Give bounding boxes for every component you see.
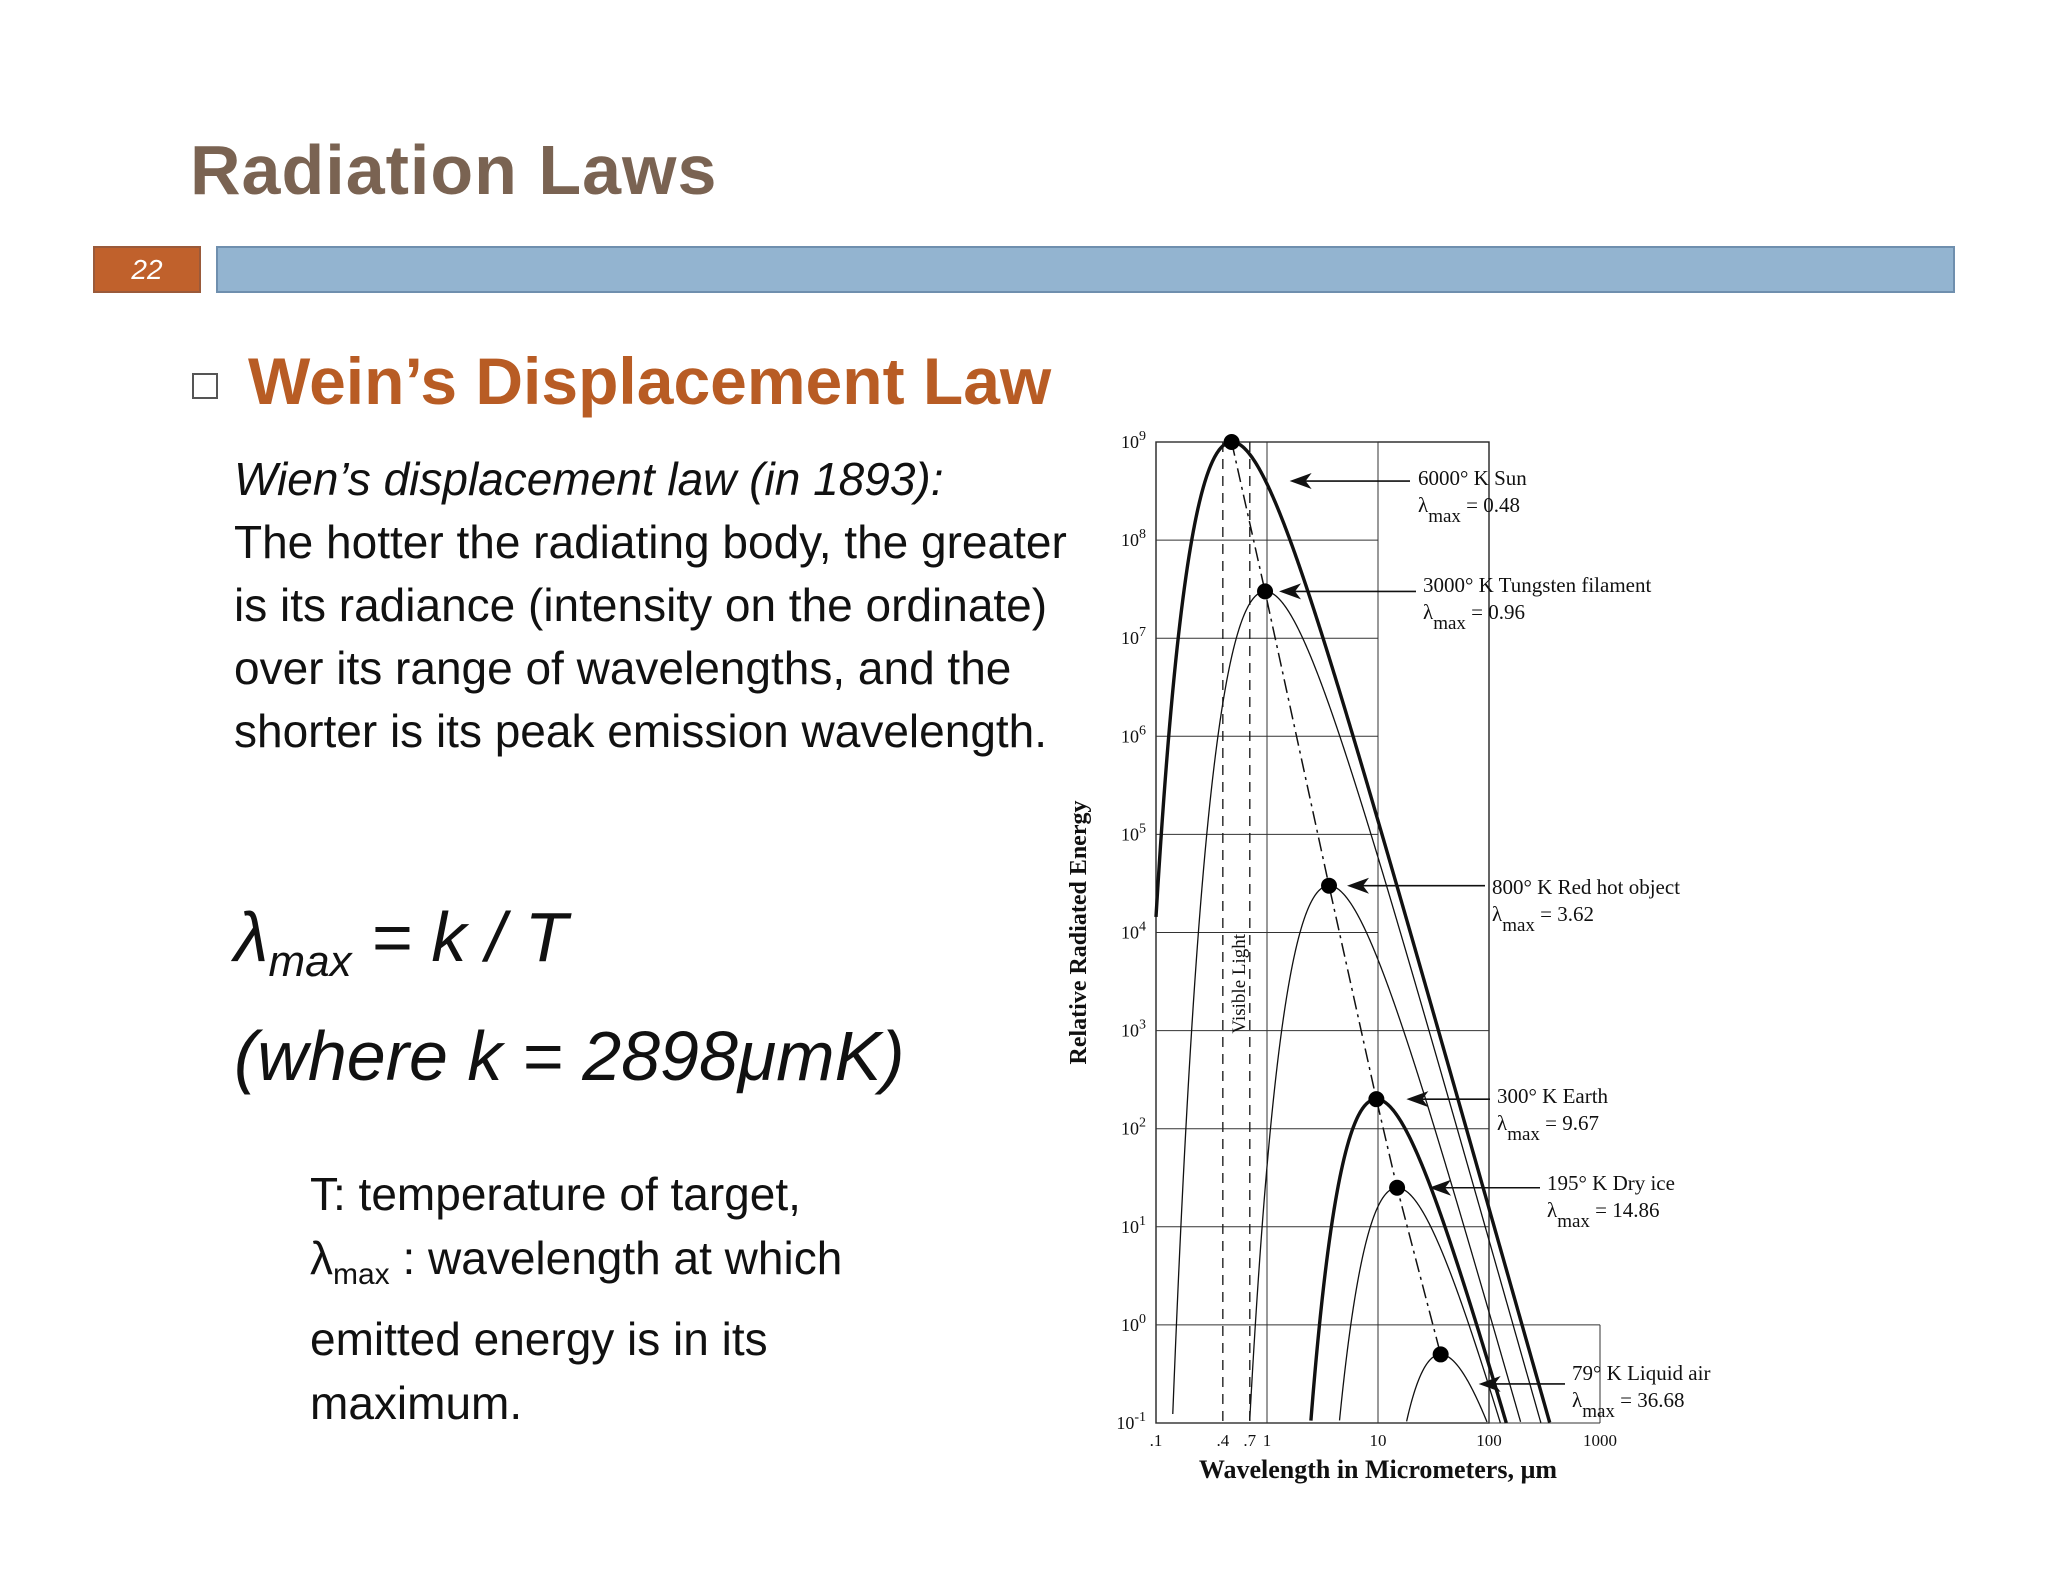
y-tick-label: $10^9$	[1121, 429, 1146, 452]
series-label-1: 3000° K Tungsten filament	[1423, 573, 1652, 597]
x-tick-label: .7	[1243, 1431, 1257, 1450]
formula-line	[234, 890, 905, 1009]
series-lambda-1: λmax = 0.96	[1423, 600, 1525, 634]
wien-chart	[1060, 420, 1780, 1500]
x-tick-label: 1000	[1583, 1431, 1617, 1450]
x-axis-label: Wavelength in Micrometers, µm	[1198, 1455, 1558, 1484]
series-lambda-4: λmax = 14.86	[1547, 1198, 1660, 1232]
series-label-0: 6000° K Sun	[1418, 466, 1527, 490]
y-tick-label: $10^2$	[1121, 1115, 1146, 1139]
slide-title: Radiation Laws	[190, 131, 718, 209]
peak-point-1	[1257, 583, 1273, 599]
y-tick-label: $10^{-1}$	[1116, 1410, 1146, 1433]
curve-2	[1250, 886, 1521, 1422]
series-label-2: 800° K Red hot object	[1492, 875, 1681, 899]
intro-text	[234, 448, 1074, 763]
y-tick-label: $10^7$	[1121, 625, 1146, 649]
def-lambda	[310, 1226, 960, 1435]
intro-lead: Wien’s displacement law (in 1893):	[234, 453, 944, 505]
formula-rest: = k / T	[351, 898, 568, 976]
curve-4	[1340, 1188, 1501, 1423]
title-divider-bar	[216, 246, 1955, 293]
series-lambda-3: λmax = 9.67	[1497, 1111, 1599, 1145]
def-lambda-subscript: max	[333, 1258, 390, 1292]
y-tick-label: $10^4$	[1121, 919, 1146, 943]
x-tick-label: 100	[1476, 1431, 1502, 1450]
wien-formula	[234, 890, 905, 1103]
formula-subscript: max	[268, 937, 352, 986]
y-tick-label: $10^6$	[1121, 723, 1146, 747]
slide-number: 22	[93, 246, 201, 293]
peak-point-0	[1224, 434, 1240, 450]
section-heading	[192, 343, 1051, 419]
section-heading-text: Wein’s Displacement Law	[248, 344, 1052, 418]
peak-point-5	[1433, 1346, 1449, 1362]
series-lambda-0: λmax = 0.48	[1418, 493, 1520, 527]
formula-where: (where k = 2898μmK)	[234, 1017, 905, 1095]
curve-1	[1173, 591, 1541, 1422]
y-axis-label: Relative Radiated Energy	[1066, 800, 1092, 1065]
x-tick-label: .4	[1216, 1431, 1230, 1450]
def-temperature: T: temperature of target,	[310, 1168, 801, 1220]
y-tick-label: $10^1$	[1121, 1213, 1146, 1237]
series-lambda-5: λmax = 36.68	[1572, 1388, 1685, 1422]
series-label-5: 79° K Liquid air	[1572, 1361, 1711, 1385]
formula-lambda: λ	[234, 898, 269, 976]
x-tick-label: 10	[1369, 1431, 1387, 1450]
y-tick-label: $10^5$	[1121, 821, 1146, 845]
curve-3	[1311, 1099, 1506, 1423]
peak-point-2	[1321, 878, 1337, 894]
y-tick-label: $10^8$	[1121, 527, 1146, 551]
series-label-4: 195° K Dry ice	[1547, 1171, 1675, 1195]
x-tick-label: 1	[1262, 1431, 1272, 1450]
def-lambda-symbol: λ	[310, 1232, 333, 1284]
curve-5	[1407, 1354, 1487, 1422]
def-lambda-text: : wavelength at which emitted energy is in its maximum.	[310, 1232, 843, 1430]
peak-point-4	[1389, 1180, 1405, 1196]
peak-point-3	[1368, 1091, 1384, 1107]
bullet-square-icon	[192, 373, 218, 399]
y-tick-label: $10^0$	[1121, 1311, 1146, 1335]
intro-body: The hotter the radiating body, the greater is its radiance (intensity on the ordinate) over its range of wavelengths, and the shorter is its peak emission wavelength.	[234, 516, 1067, 757]
series-lambda-2: λmax = 3.62	[1492, 902, 1594, 936]
x-tick-label: .1	[1149, 1431, 1163, 1450]
definitions	[310, 1162, 960, 1435]
series-label-3: 300° K Earth	[1497, 1084, 1609, 1108]
y-tick-label: $10^3$	[1121, 1017, 1146, 1041]
visible-light-label: Visible Light	[1229, 933, 1251, 1034]
